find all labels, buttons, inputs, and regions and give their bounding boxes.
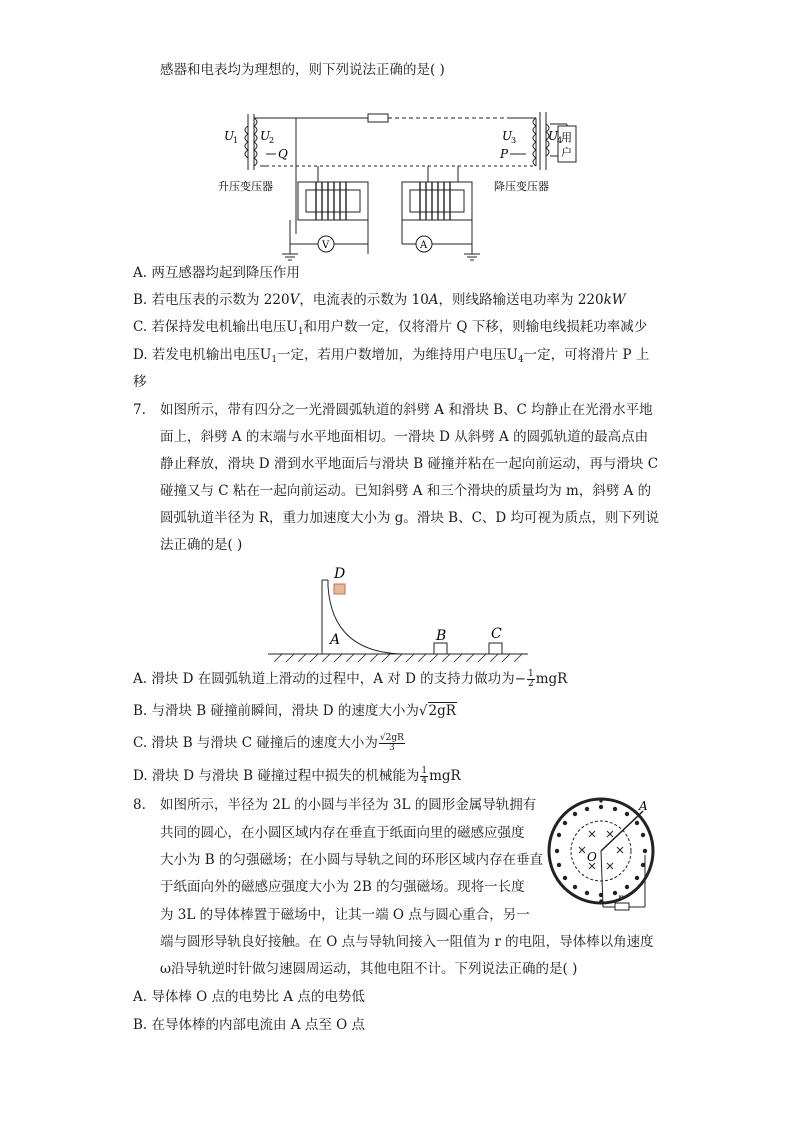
q8-fig-o: O — [587, 850, 597, 864]
q8-stem-line: 为 3L 的导体棒置于磁场中，让其一端 O 点与圆心重合，另一 — [160, 907, 530, 923]
q8-stem-line: 如图所示，半径为 2L 的小圆与半径为 3L 的圆形金属导轨拥有 — [160, 797, 537, 813]
q7-number: 7. — [133, 402, 146, 418]
q6-fig-u1: U — [224, 129, 235, 143]
q7-stem-line: 法正确的是( ) — [160, 537, 243, 553]
q7-stem-line: 圆弧轨道半径为 R，重力加速度大小为 g。滑块 B、C、D 均可视为质点，则下列说 — [160, 510, 660, 526]
q7-fig-b: B — [436, 628, 447, 644]
q7-stem-line: 面上，斜劈 A 的末端与水平地面相切。一滑块 D 从斜劈 A 的圆弧轨道的最高点由 — [160, 429, 649, 445]
q7-ramp-figure — [266, 564, 536, 664]
q6-transformer-figure — [218, 104, 578, 264]
q6-fig-voltmeter-label: V — [322, 240, 330, 251]
q7-option-c: C. 滑块 B 与滑块 C 碰撞后的速度大小为 $\frac{√2gR}{3}$ — [133, 733, 404, 753]
q6-option-c: C. 若保持发电机输出电压$U_1$和用户数一定，仅将滑片 Q 下移，则输电线损耗功率减少 — [133, 319, 648, 337]
q6-option-d-cont: 移 — [133, 374, 147, 390]
q8-stem-line: 共同的圆心，在小圆区域内存在垂直于纸面向里的磁感应强度 — [160, 825, 525, 841]
q7-option-b: B. 与滑块 B 碰撞前瞬间，滑块 D 的速度大小为√2gR — [133, 703, 456, 719]
q6-fig-step-down-label: 降压变压器 — [494, 180, 549, 193]
q6-fig-q: Q — [278, 147, 288, 161]
q8-stem-line: ω沿导轨逆时针做匀速圆周运动，其他电阻不计。下列说法正确的是( ) — [160, 961, 578, 977]
q6-stem-tail: 感器和电表均为理想的，则下列说法正确的是( ) — [160, 62, 445, 78]
q6-fig-user-2: 户 — [561, 146, 572, 159]
q6-option-a: A. 两互感器均起到降压作用 — [133, 265, 300, 281]
q6-fig-u4: U — [548, 129, 559, 143]
q8-option-a: A. 导体棒 O 点的电势比 A 点的电势低 — [133, 989, 365, 1005]
q7-fig-a: A — [330, 632, 341, 648]
q8-magnetic-field-figure — [543, 795, 673, 915]
q7-option-d: D. 滑块 D 与滑块 B 碰撞过程中损失的机械能为 $\frac{1}{4}$ mgR — [133, 766, 461, 786]
q8-fig-r: r — [618, 893, 623, 904]
q7-fig-c: C — [491, 626, 502, 642]
q8-stem-line: 于纸面向外的磁感应强度大小为 2B 的匀强磁场。现将一长度 — [160, 879, 525, 895]
q6-option-b: B. 若电压表的示数为 220V，电流表的示数为 10A，则线路输送电功率为 220kW — [133, 292, 626, 308]
q6-fig-u3: U — [502, 129, 513, 143]
q6-fig-u3-sub: 3 — [511, 136, 517, 145]
q8-number: 8. — [133, 797, 146, 813]
q7-stem-line: 碰撞又与 C 粘在一起向前运动。已知斜劈 A 和三个滑块的质量均为 m，斜劈 A 的 — [160, 483, 652, 499]
q6-option-d: D. 若发电机输出电压$U_1$一定，若用户数增加，为维持用户电压$U_4$一定，可将滑片 P 上 — [133, 347, 650, 365]
q8-option-b: B. 在导体棒的内部电流由 A 点至 O 点 — [133, 1017, 365, 1033]
q8-fig-a: A — [639, 799, 648, 813]
q8-stem-line: 端与圆形导轨良好接触。在 O 点与导轨间接入一阻值为 r 的电阻，导体棒以角速度 — [160, 934, 654, 950]
q6-fig-p: P — [500, 147, 509, 161]
q7-stem-line: 如图所示，带有四分之一光滑圆弧轨道的斜劈 A 和滑块 B、C 均静止在光滑水平地 — [160, 402, 653, 418]
q6-fig-u2-sub: 2 — [269, 136, 275, 145]
q6-fig-u1-sub: 1 — [233, 136, 239, 145]
q6-fig-u4-sub: 4 — [557, 136, 563, 145]
q6-fig-user-1: 用 — [561, 131, 572, 144]
q8-stem-line: 大小为 B 的匀强磁场；在小圆与导轨之间的环形区域内存在垂直 — [160, 852, 544, 868]
q7-option-a: A. 滑块 D 在圆弧轨道上滑动的过程中，A 对 D 的支持力做功为− $\frac{1}{2}$ mgR — [133, 669, 568, 689]
q6-fig-ammeter-label: A — [420, 240, 428, 251]
q7-fig-d: D — [334, 566, 346, 582]
q7-stem-line: 静止释放，滑块 D 滑到水平地面后与滑块 B 碰撞并粘在一起向前运动，再与滑块 C — [160, 456, 659, 472]
q6-fig-u2: U — [260, 129, 271, 143]
q6-fig-step-up-label: 升压变压器 — [218, 180, 273, 193]
